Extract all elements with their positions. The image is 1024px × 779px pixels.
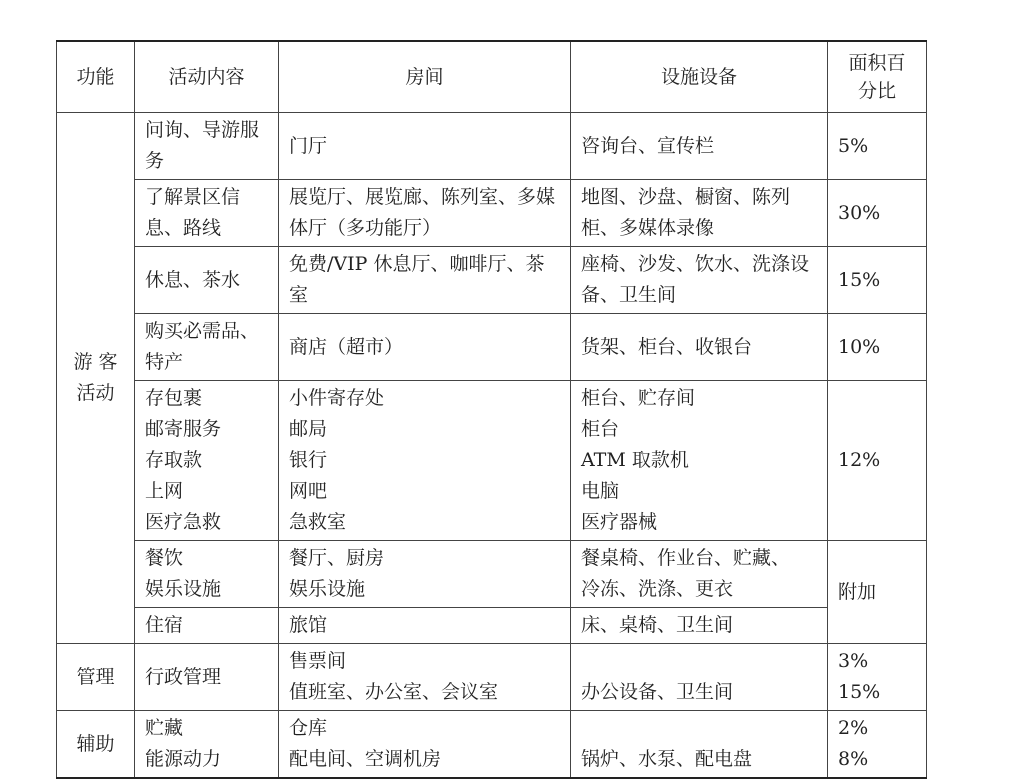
cell-line: 售票间	[289, 650, 347, 672]
table-row	[57, 541, 927, 608]
cell-line: 住宿	[145, 614, 184, 636]
group-label-line: 活动	[76, 382, 115, 404]
cell-line: 邮寄服务	[145, 418, 222, 440]
header-row	[57, 41, 927, 113]
cell-line: 餐桌椅、作业台、贮藏、	[581, 547, 791, 569]
activity-cell	[135, 314, 279, 381]
cell-text: 地图、沙盘、橱窗、陈列柜、多媒体录像	[581, 186, 791, 239]
cell-text: 30%	[838, 201, 881, 224]
cell-text: 咨询台、宣传栏	[581, 134, 715, 157]
cell-line: 锅炉、水泵、配电盘	[581, 748, 753, 770]
equipment-cell	[571, 608, 828, 644]
room-cell	[279, 314, 571, 381]
percent-cell	[828, 247, 927, 314]
cell-line: 小件寄存处	[289, 387, 385, 409]
activity-cell	[135, 608, 279, 644]
group-management: 管理	[57, 644, 135, 711]
header-pct-line: 面积百	[848, 52, 906, 74]
equipment-cell	[571, 541, 828, 608]
cell-line: 存取款	[145, 449, 203, 471]
table-row	[57, 608, 927, 644]
room-cell	[279, 381, 571, 541]
cell-text: 15%	[838, 268, 881, 291]
cell-line: 娱乐设施	[145, 578, 222, 600]
equipment-cell	[571, 180, 828, 247]
cell-line: ATM 取款机	[581, 449, 689, 471]
header-activity: 活动内容	[135, 41, 279, 113]
activity-cell	[135, 541, 279, 608]
cell-line: 银行	[289, 449, 328, 471]
cell-line: 8%	[838, 748, 869, 770]
header-area-percent	[828, 41, 927, 113]
cell-line: 急救室	[289, 511, 347, 533]
percent-cell	[828, 541, 927, 644]
room-cell	[279, 180, 571, 247]
equipment-cell	[571, 113, 828, 180]
activity-cell	[135, 247, 279, 314]
table-row	[57, 180, 927, 247]
percent-cell	[828, 381, 927, 541]
cell-line: 存包裹	[145, 387, 203, 409]
cell-text: 了解景区信息、路线	[145, 186, 241, 239]
cell-text: 商店（超市）	[289, 335, 404, 358]
cell-line: 电脑	[581, 480, 620, 502]
percent-cell	[828, 644, 927, 711]
cell-line: 仓库	[289, 717, 328, 739]
cell-line: 邮局	[289, 418, 328, 440]
cell-text: 休息、茶水	[145, 268, 241, 291]
cell-line: 上网	[145, 480, 184, 502]
cell-line: 办公设备、卫生间	[581, 681, 734, 703]
cell-line: 行政管理	[145, 665, 222, 688]
cell-text: 10%	[838, 335, 881, 358]
table-row	[57, 644, 927, 711]
cell-text: 货架、柜台、收银台	[581, 335, 753, 358]
header-pct-line: 分比	[857, 80, 896, 102]
room-cell	[279, 608, 571, 644]
group-label-line: 游 客	[73, 351, 118, 373]
cell-line: 医疗急救	[145, 511, 222, 533]
cell-line: 配电间、空调机房	[289, 748, 442, 770]
cell-line: 值班室、办公室、会议室	[289, 681, 499, 703]
cell-line: 柜台、贮存间	[581, 387, 696, 409]
table-row	[57, 314, 927, 381]
equipment-cell	[571, 644, 828, 711]
cell-line: 冷冻、洗涤、更衣	[581, 578, 734, 600]
equipment-cell	[571, 314, 828, 381]
cell-line: 3%	[838, 650, 869, 672]
cell-line: 娱乐设施	[289, 578, 366, 600]
activity-cell	[135, 113, 279, 180]
equipment-cell	[571, 247, 828, 314]
room-cell	[279, 113, 571, 180]
cell-text: 免费/VIP 休息厅、咖啡厅、茶室	[289, 253, 545, 306]
cell-text: 12%	[838, 449, 881, 471]
header-equipment: 设施设备	[571, 41, 828, 113]
cell-line: 餐厅、厨房	[289, 547, 385, 569]
header-function: 功能	[57, 41, 135, 113]
facility-table	[56, 40, 927, 779]
header-room: 房间	[279, 41, 571, 113]
cell-line: 贮藏	[145, 717, 184, 739]
cell-line: 床、桌椅、卫生间	[581, 614, 734, 636]
percent-cell	[828, 314, 927, 381]
room-cell	[279, 247, 571, 314]
group-visitor-activity	[57, 113, 135, 644]
cell-text: 购买必需品、特产	[145, 320, 260, 373]
cell-text: 门厅	[289, 134, 328, 157]
percent-cell	[828, 113, 927, 180]
cell-line: 医疗器械	[581, 511, 658, 533]
cell-line: 能源动力	[145, 748, 222, 770]
table-row	[57, 247, 927, 314]
table-row	[57, 113, 927, 180]
cell-line: 15%	[838, 681, 881, 703]
activity-cell	[135, 180, 279, 247]
cell-line: 旅馆	[289, 614, 328, 636]
cell-line: 2%	[838, 717, 869, 739]
cell-line	[581, 713, 817, 744]
room-cell	[279, 541, 571, 608]
equipment-cell	[571, 381, 828, 541]
cell-line: 柜台	[581, 418, 620, 440]
cell-line: 餐饮	[145, 547, 184, 569]
activity-cell	[135, 644, 279, 711]
percent-cell	[828, 180, 927, 247]
table-row	[57, 381, 927, 541]
room-cell	[279, 644, 571, 711]
cell-text: 展览厅、展览廊、陈列室、多媒体厅（多功能厅）	[289, 186, 556, 239]
activity-cell	[135, 381, 279, 541]
cell-text: 座椅、沙发、饮水、洗涤设备、卫生间	[581, 253, 810, 306]
cell-line	[581, 646, 817, 677]
cell-text: 附加	[838, 580, 877, 603]
cell-line: 网吧	[289, 480, 328, 502]
cell-text: 问询、导游服务	[145, 119, 260, 172]
cell-text: 5%	[838, 134, 869, 157]
group-auxiliary: 辅助	[57, 711, 135, 779]
